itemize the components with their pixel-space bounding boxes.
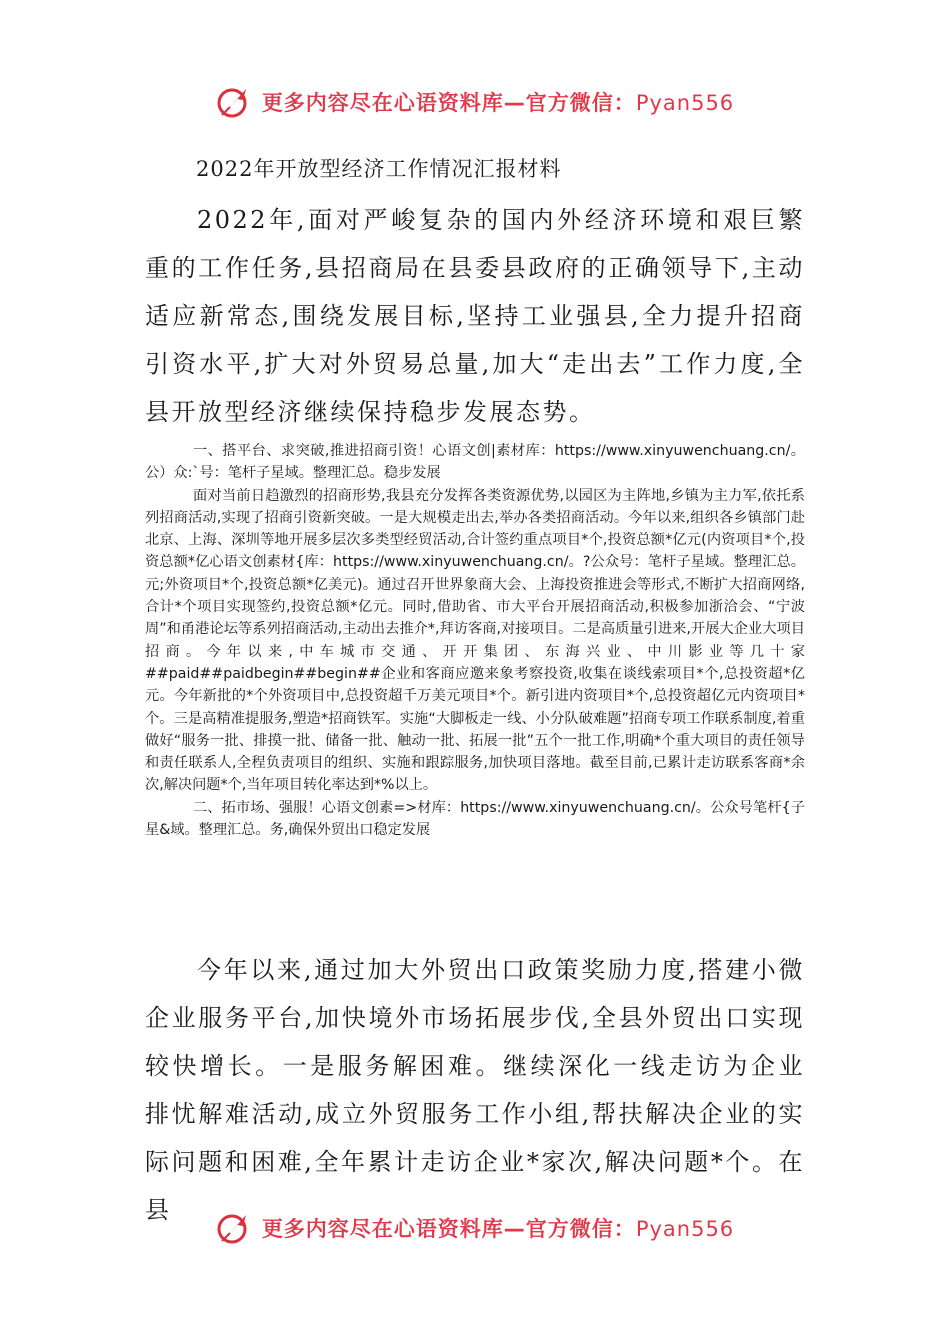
header-banner — [0, 78, 950, 126]
quill-logo-icon — [216, 84, 252, 120]
section-heading-2: 二、拓市场、强服！心语文创素=>材库：https://www.xinyuwenchuang.cn/。公众号笔杆{子星&域。整理汇总。务,确保外贸出口稳定发展 — [145, 799, 805, 839]
wechat-id: Pyan556 — [635, 91, 735, 115]
banner-text: 更多内容尽在心语资料库—官方微信：Pyan556 — [261, 1217, 735, 1241]
section-paragraph-2: 今年以来,通过加大外贸出口政策奖励力度,搭建小微企业服务平台,加快境外市场拓展步伐,全县外贸出口实现较快增长。一是服务解困难。继续深化一线走访为企业排忧解难活动,成立外贸服务工作小组,帮扶解决企业的实际问题和困难,全年累计走访企业*家次,解决问题*个。在县 — [145, 956, 805, 1224]
small-body-section — [145, 440, 805, 841]
footer-banner — [0, 1204, 950, 1252]
section-heading-1: 一、搭平台、求突破,推进招商引资！心语文创|素材库：https://www.xinyuwenchuang.cn/。公）众:`号：笔杆子星域。整理汇总。稳步发展 — [145, 443, 805, 482]
section-paragraph-1: 面对当前日趋激烈的招商形势,我县充分发挥各类资源优势,以园区为主阵地,乡镇为主力军,依托系列招商活动,实现了招商引资新突破。一是大规模走出去,举办各类招商活动。今年以来,组织各乡镇部门赴北京、上海、深圳等地开展多层次多类型经贸活动,合计签约重点项目*个,投资总额*亿元(内资项目*个,投资总额*亿心语文创素材{库：https://www.xinyuwenchuang.cn/。?公众号：笔杆子星域。整理汇总。元;外资项目*个,投资总额*亿美元)。通过召开世界象商大会、上海投资推进会等形式,不断扩大招商网络,合计*个项目实现签约,投资总额*亿元。同时,借助省、市大平台开展招商活动,积极参加浙洽会、“宁波周”和甬港论坛等系列招商活动,主动出去推介*,拜访客商,对接项目。二是高质量引进来,开展大企业大项目招商。今年以来,中车城市交通、开开集团、东海兴业、中川影业等几十家##paid##paidbegin##begin##企业和客商应邀来象考察投资,收集在谈线索项目*个,总投资超*亿元。今年新批的*个外资项目中,总投资超千万美元项目*个。新引进内资项目*个,总投资超亿元内资项目*个。三是高精准提服务,塑造*招商铁军。实施“大脚板走一线、小分队破难题”招商专项工作联系制度,着重做好“服务一批、排摸一批、储备一批、触动一批、拓展一批”五个一批工作,明确*个重大项目的责任领导和责任联系人,全程负责项目的组织、实施和跟踪服务,加快项目落地。截至目前,已累计走访联系客商*余次,解决问题*个,当年项目转化率达到*%以上。 — [145, 487, 805, 794]
document-title: 2022年开放型经济工作情况汇报材料 — [196, 157, 562, 181]
banner-text: 更多内容尽在心语资料库—官方微信：Pyan556 — [261, 91, 735, 115]
quill-logo-icon — [216, 1210, 252, 1246]
intro-paragraph: 2022年,面对严峻复杂的国内外经济环境和艰巨繁重的工作任务,县招商局在县委县政府的正确领导下,主动适应新常态,围绕发展目标,坚持工业强县,全力提升招商引资水平,扩大对外贸易总量,加大“走出去”工作力度,全县开放型经济继续保持稳步发展态势。 — [145, 206, 805, 426]
wechat-id: Pyan556 — [635, 1217, 735, 1241]
